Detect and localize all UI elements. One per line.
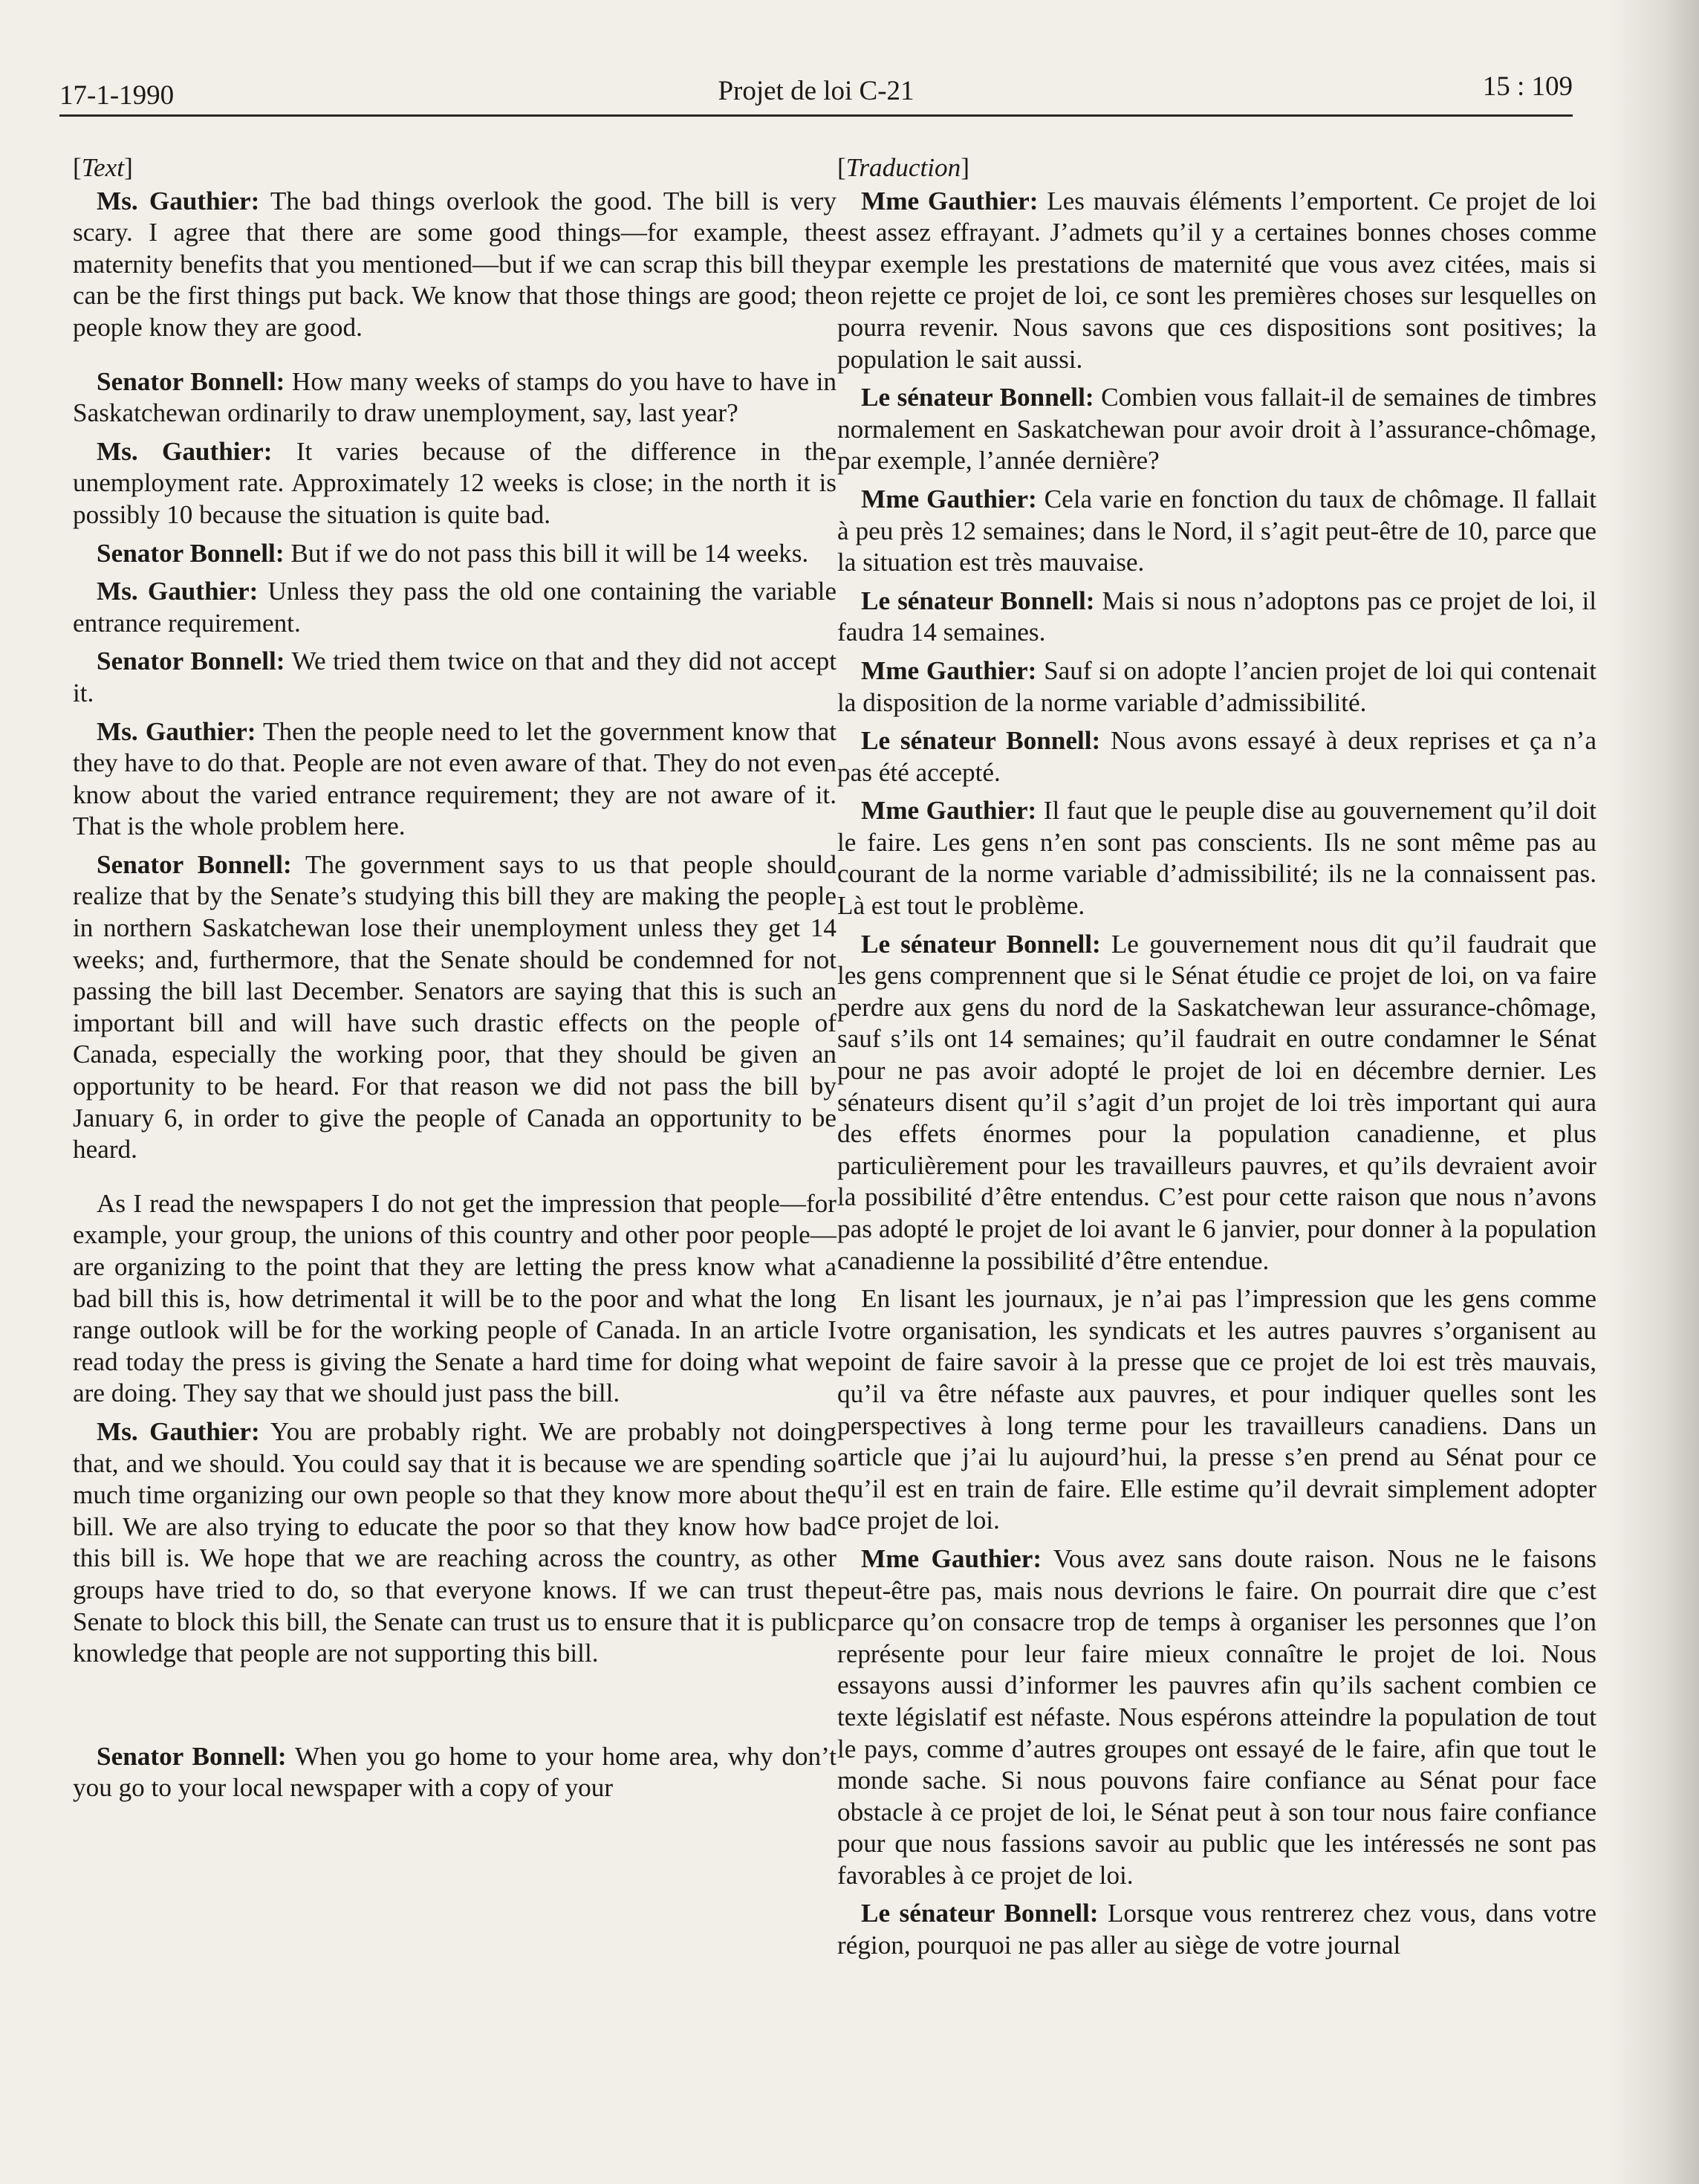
speaker: Senator Bonnell: [97, 849, 292, 879]
speaker: Le sénateur Bonnell: [861, 929, 1101, 959]
speaker: Le sénateur Bonnell: [861, 726, 1101, 756]
speaker: Le sénateur Bonnell: [861, 586, 1095, 615]
speaker: Le sénateur Bonnell: [861, 1899, 1099, 1928]
column-label: [Text] [73, 153, 133, 182]
speaker: Mme Gauthier: [861, 796, 1037, 826]
paragraph: Le sénateur Bonnell: Combien vous fallait-il de semaines de timbres normalement en Saskatchewan pour avoir droit à l’assurance-chômage, par exemple, l’année dernière? [837, 383, 1597, 476]
paragraph: Senator Bonnell: But if we do not pass this bill it will be 14 weeks. [97, 538, 809, 568]
speaker: Ms. Gauthier: [97, 186, 260, 216]
paragraph: Mme Gauthier: Il faut que le peuple dise au gouvernement qu’il doit le faire. Les gens n’en sont pas conscients. Ils ne sont même pas au courant de la norme variable d’admissibilité; ils ne la connaissent pas. Là est tout le problème. [837, 796, 1596, 921]
speaker: Mme Gauthier: [861, 1543, 1042, 1573]
paragraph: Mme Gauthier: Les mauvais éléments l’emportent. Ce projet de loi est assez effrayant. J’admets qu’il y a certaines bonnes choses comme par exemple les prestations de maternité que vous avez citées, mais si on rejette ce projet de loi, ce sont les premières choses sur lesquelles on pourra revenir. Nous savons que ces dispositions sont positives; la population le sait aussi. [837, 186, 1596, 374]
paragraph: Senator Bonnell: How many weeks of stamps do you have to have in Saskatchewan ordinarily to draw unemployment, say, last year? [73, 366, 836, 428]
speaker: Senator Bonnell: [97, 1741, 287, 1771]
paragraph: Senator Bonnell: We tried them twice on that and they did not accept it. [73, 647, 836, 707]
header-page-number: 15 : 109 [1482, 71, 1573, 102]
paragraph: Ms. Gauthier: Unless they pass the old one containing the variable entrance requirement. [73, 577, 836, 638]
paragraph: En lisant les journaux, je n’ai pas l’impression que les gens comme votre organisation, les syndicats et les autres pauvres s’organisent au point de faire savoir à la presse que ce projet de loi est très mauvais, qu’il va être néfaste aux pauvres, et pour indiquer quelles sont les perspectives à long terme pour les travailleurs canadiens. Dans un article que j’ai lu aujourd’hui, la presse s’en prend au Sénat pour ce qu’il est en train de faire. Elle estime qu’il devrait simplement adopter ce projet de loi. [837, 1284, 1596, 1535]
header-date: 17-1-1990 [59, 80, 175, 111]
english-column [73, 152, 836, 1811]
speaker: Ms. Gauthier: [97, 716, 256, 746]
paragraph: Ms. Gauthier: Then the people need to let the government know that they have to do that. People are not even aware of that. They do not even know about the varied entrance requirement; they are not aware of it. That is the whole problem here. [73, 716, 836, 841]
paragraph: Ms. Gauthier: The bad things overlook the good. The bill is very scary. I agree that there are some good things—for example, the maternity benefits that you mentioned—but if we can scrap this bill they can be the first things put back. We know that those things are good; the people know they are good. [73, 186, 836, 342]
paragraph: Mme Gauthier: Vous avez sans doute raison. Nous ne le faisons peut-être pas, mais nous devrions le faire. On pourrait dire que c’est parce qu’on consacre trop de temps à organiser les personnes que l’on représente pour leur faire mieux connaître le projet de loi. Nous essayons aussi d’informer les pauvres afin qu’ils sachent combien ce texte législatif est néfaste. Nous espérons atteindre la population de tout le pays, comme d’autres groupes ont essayé de le faire, afin que tout le monde sache. Si nous pouvons faire confiance au Sénat pour face obstacle à ce projet de loi, le Sénat peut à son tour nous faire confiance pour que nous fassions savoir au public que les intéressés ne sont pas favorables à ce projet de loi. [837, 1543, 1596, 1890]
column-label: [Traduction] [837, 153, 969, 182]
paragraph: Mme Gauthier: Sauf si on adopte l’ancien projet de loi qui contenait la disposition de la norme variable d’admissibilité. [837, 655, 1596, 717]
paragraph: Senator Bonnell: The government says to us that people should realize that by the Senate’s studying this bill they are making the people in northern Saskatchewan lose their unemployment unless they get 14 weeks; and, furthermore, that the Senate should be condemned for not passing the bill last December. Senators are saying that this is such an important bill and will have such drastic effects on the people of Canada, especially the working poor, that they should be given an opportunity to be heard. For that reason we did not pass the bill by January 6, in order to give the people of Canada an opportunity to be heard. [73, 849, 836, 1164]
speaker: Ms. Gauthier: [97, 577, 259, 606]
page-edge-shadow [1610, 0, 1699, 2184]
paragraph: Ms. Gauthier: It varies because of the difference in the unemployment rate. Approximately 12 weeks is close; in the north it is possibly 10 because the situation is quite bad. [73, 436, 836, 529]
speaker: Senator Bonnell: [97, 366, 285, 396]
paragraph: Le sénateur Bonnell: Lorsque vous rentrerez chez vous, dans votre région, pourquoi ne pas aller au siège de votre journal [837, 1899, 1596, 1960]
speaker: Ms. Gauthier: [97, 1416, 260, 1446]
paragraph: Le sénateur Bonnell: Le gouvernement nous dit qu’il faudrait que les gens comprennent que si le Sénat étudie ce projet de loi, on va faire perdre aux gens du nord de la Saskatchewan leur assurance-chômage, sauf s’ils ont 14 semaines; qu’il faudrait en outre condamner le Sénat pour ne pas avoir adopté le projet de loi en décembre dernier. Les sénateurs disent qu’il s’agit d’un projet de loi très important qui aura des effets énormes pour la population canadienne, et plus particulièrement pour les travailleurs pauvres, et qu’ils devraient avoir la possibilité d’être entendus. C’est pour cette raison que nous n’avons pas adopté le projet de loi avant le 6 janvier, pour donner à la population canadienne la possibilité d’être entendue. [837, 929, 1597, 1275]
speaker: Ms. Gauthier: [97, 436, 273, 466]
speaker: Mme Gauthier: [861, 484, 1037, 513]
paragraph: As I read the newspapers I do not get the impression that people—for example, your group, the unions of this country and other poor people—are organizing to the point that they are letting the press know what a bad bill this is, how detrimental it will be to the poor and what the long range outlook will be for the working people of Canada. In an article I read today the press is giving the Senate a hard time for doing what we are doing. They say that we should just pass the bill. [73, 1188, 836, 1408]
paragraph: Le sénateur Bonnell: Mais si nous n’adoptons pas ce projet de loi, il faudra 14 semaines. [837, 586, 1596, 647]
paragraph: Ms. Gauthier: You are probably right. We are probably not doing that, and we should. You could say that it is because we are spending so much time organizing our own people so that they know more about the bill. We are also trying to educate the poor so that they know how bad this bill is. We hope that we are reaching across the country, as other groups have tried to do, so that everyone knows. If we can trust the Senate to block this bill, the Senate can trust us to ensure that it is public knowledge that people are not supporting this bill. [73, 1416, 836, 1668]
speaker: Mme Gauthier: [861, 186, 1039, 216]
french-column [837, 152, 1596, 1968]
paragraph: Senator Bonnell: When you go home to your home area, why don’t you go to your local newspaper with a copy of your [73, 1741, 836, 1803]
speaker: Senator Bonnell: [97, 538, 285, 568]
speaker: Le sénateur Bonnell: [861, 383, 1094, 412]
paragraph: Mme Gauthier: Cela varie en fonction du taux de chômage. Il fallait à peu près 12 semaines; dans le Nord, il s’agit peut-être de 10, parce que la situation est très mauvaise. [837, 484, 1597, 577]
speaker: Senator Bonnell: [97, 647, 285, 676]
page-header [59, 61, 1573, 117]
header-title: Projet de loi C-21 [718, 76, 915, 106]
speaker: Mme Gauthier: [861, 655, 1037, 685]
paragraph: Le sénateur Bonnell: Nous avons essayé à deux reprises et ça n’a pas été accepté. [837, 726, 1596, 787]
